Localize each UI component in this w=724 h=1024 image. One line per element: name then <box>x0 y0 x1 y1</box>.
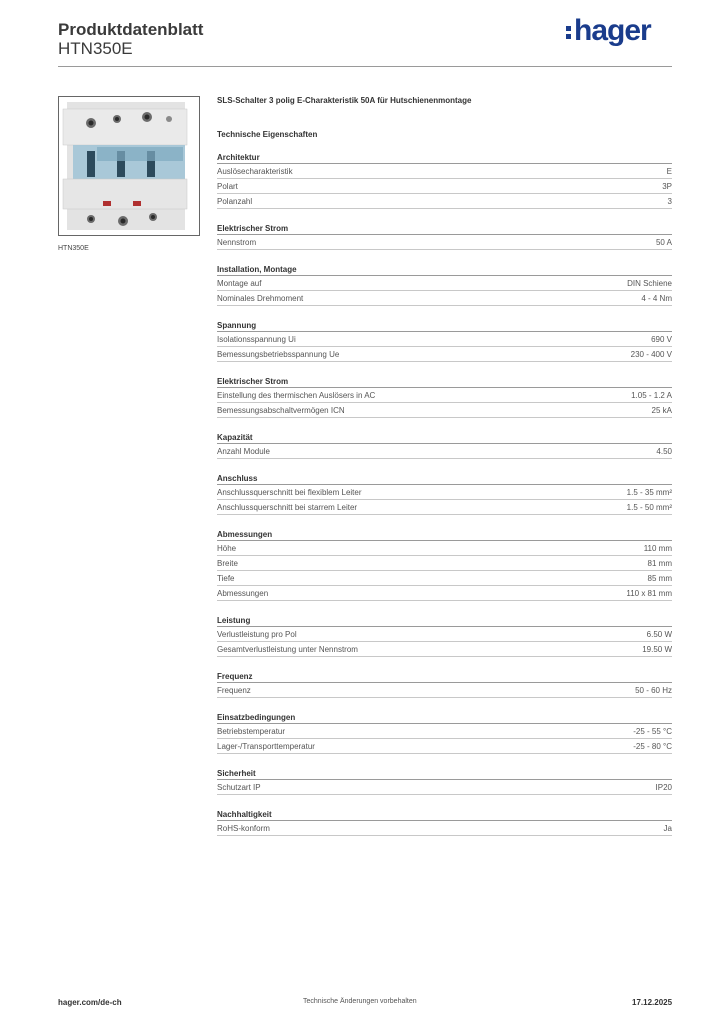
spec-value: 110 mm <box>643 544 672 553</box>
spec-sections <box>217 152 672 836</box>
spec-section <box>217 376 672 418</box>
spec-section <box>217 529 672 601</box>
spec-row <box>217 277 672 291</box>
spec-section <box>217 671 672 698</box>
spec-value: 110 x 81 mm <box>626 589 672 598</box>
section-title: Leistung <box>217 615 672 627</box>
spec-section <box>217 768 672 795</box>
spec-label: Tiefe <box>217 574 235 583</box>
section-title: Abmessungen <box>217 529 672 541</box>
spec-row <box>217 822 672 836</box>
spec-label: Gesamtverlustleistung unter Nennstrom <box>217 645 358 654</box>
spec-row <box>217 333 672 347</box>
spec-label: Montage auf <box>217 279 262 288</box>
spec-row <box>217 542 672 556</box>
spec-label: Verlustleistung pro Pol <box>217 630 297 639</box>
spec-value: 3 <box>667 197 672 206</box>
spec-label: Bemessungsbetriebsspannung Ue <box>217 350 340 359</box>
spec-label: Bemessungsabschaltvermögen ICN <box>217 406 345 415</box>
logo-dots-icon <box>566 23 572 42</box>
spec-row <box>217 445 672 459</box>
spec-value: DIN Schiene <box>627 279 672 288</box>
footer-website: hager.com/de-ch <box>58 998 122 1007</box>
spec-section <box>217 712 672 754</box>
spec-label: Höhe <box>217 544 237 553</box>
spec-label: Einstellung des thermischen Auslösers in AC <box>217 391 376 400</box>
spec-label: Anschlussquerschnitt bei starrem Leiter <box>217 503 358 512</box>
header-divider <box>58 66 672 67</box>
section-title: Nachhaltigkeit <box>217 809 672 821</box>
product-title: SLS-Schalter 3 polig E-Charakteristik 50A für Hutschienenmontage <box>217 96 472 105</box>
spec-value: -25 - 55 °C <box>633 727 672 736</box>
section-title: Elektrischer Strom <box>217 223 672 235</box>
spec-section <box>217 615 672 657</box>
section-title: Elektrischer Strom <box>217 376 672 388</box>
spec-value: 4 - 4 Nm <box>641 294 672 303</box>
spec-content <box>217 96 672 836</box>
spec-value: Ja <box>663 824 672 833</box>
spec-row <box>217 165 672 179</box>
section-title: Anschluss <box>217 473 672 485</box>
spec-value: 1.05 - 1.2 A <box>631 391 672 400</box>
page-title: Produktdatenblatt <box>58 20 204 39</box>
spec-value: 50 A <box>655 238 672 247</box>
spec-value: 81 mm <box>647 559 672 568</box>
spec-label: Isolationsspannung Ui <box>217 335 296 344</box>
spec-row <box>217 587 672 601</box>
spec-value: -25 - 80 °C <box>633 742 672 751</box>
spec-label: Breite <box>217 559 238 568</box>
spec-row <box>217 389 672 403</box>
spec-section <box>217 264 672 306</box>
spec-row <box>217 195 672 209</box>
spec-label: Frequenz <box>217 686 251 695</box>
spec-section <box>217 320 672 362</box>
spec-row <box>217 628 672 642</box>
spec-label: Nominales Drehmoment <box>217 294 304 303</box>
section-title: Architektur <box>217 152 672 164</box>
section-title: Kapazität <box>217 432 672 444</box>
spec-row <box>217 557 672 571</box>
spec-value: 25 kA <box>651 406 672 415</box>
spec-label: Lager-/Transporttemperatur <box>217 742 315 751</box>
spec-section <box>217 432 672 459</box>
spec-row <box>217 486 672 500</box>
circuit-breaker-icon <box>59 97 199 235</box>
spec-label: Polart <box>217 182 238 191</box>
spec-label: Anzahl Module <box>217 447 270 456</box>
spec-value: 1.5 - 35 mm² <box>626 488 672 497</box>
spec-value: 3P <box>662 182 672 191</box>
section-title: Sicherheit <box>217 768 672 780</box>
spec-row <box>217 404 672 418</box>
tech-heading: Technische Eigenschaften <box>217 130 318 139</box>
spec-value: 50 - 60 Hz <box>635 686 672 695</box>
spec-row <box>217 501 672 515</box>
spec-row <box>217 292 672 306</box>
spec-label: RoHS-konform <box>217 824 270 833</box>
product-code: HTN350E <box>58 39 133 58</box>
hager-logo <box>566 14 651 48</box>
spec-value: IP20 <box>655 783 672 792</box>
footer-date: 17.12.2025 <box>632 998 673 1007</box>
spec-value: 85 mm <box>647 574 672 583</box>
spec-label: Abmessungen <box>217 589 269 598</box>
section-title: Installation, Montage <box>217 264 672 276</box>
spec-row <box>217 781 672 795</box>
spec-label: Nennstrom <box>217 238 257 247</box>
spec-value: 690 V <box>651 335 672 344</box>
spec-row <box>217 643 672 657</box>
spec-value: 4.50 <box>656 447 672 456</box>
spec-value: 6.50 W <box>646 630 672 639</box>
image-caption: HTN350E <box>58 245 89 252</box>
spec-row <box>217 684 672 698</box>
spec-row <box>217 348 672 362</box>
spec-value: E <box>666 167 672 176</box>
section-title: Spannung <box>217 320 672 332</box>
spec-section <box>217 473 672 515</box>
spec-section <box>217 152 672 209</box>
spec-section <box>217 223 672 250</box>
spec-value: 230 - 400 V <box>630 350 672 359</box>
spec-row <box>217 180 672 194</box>
spec-value: 19.50 W <box>642 645 672 654</box>
section-title: Frequenz <box>217 671 672 683</box>
spec-label: Schutzart IP <box>217 783 261 792</box>
spec-row <box>217 236 672 250</box>
spec-row <box>217 725 672 739</box>
spec-row <box>217 740 672 754</box>
section-title: Einsatzbedingungen <box>217 712 672 724</box>
spec-value: 1.5 - 50 mm² <box>626 503 672 512</box>
spec-label: Anschlussquerschnitt bei flexiblem Leiter <box>217 488 362 497</box>
spec-section <box>217 809 672 836</box>
spec-label: Betriebstemperatur <box>217 727 286 736</box>
spec-label: Polanzahl <box>217 197 253 206</box>
footer-disclaimer: Technische Änderungen vorbehalten <box>303 998 417 1005</box>
spec-row <box>217 572 672 586</box>
logo-text: hager <box>574 14 651 47</box>
spec-label: Auslösecharakteristik <box>217 167 293 176</box>
product-image <box>58 96 200 236</box>
